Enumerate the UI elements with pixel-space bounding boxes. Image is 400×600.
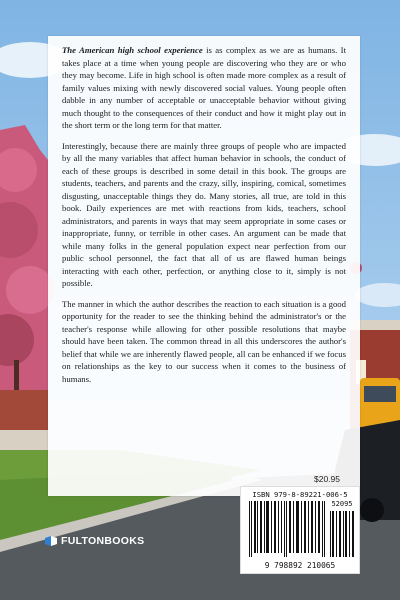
- isbn-label: ISBN 979-8-89221-006-5: [252, 490, 348, 499]
- barcode-addon-code: 52095: [331, 500, 353, 508]
- publisher-logo: [44, 534, 144, 548]
- blurb-paragraph-1: [62, 44, 346, 132]
- blurb-paragraph-3: The manner in which the author describes the reaction to each situation is a good opportunity for the reader to see the thinking behind the administrator's or the teacher's response while allowing for other possible resolutions that maybe should have been taken. The common thread in all this underscores the author's belief that while we are inherently flawed people, all can be enhanced if we focus on relationships as the key to our success when it comes to the business of humans.: [62, 298, 346, 384]
- blurb-lead-phrase: The American high school experience: [62, 45, 203, 55]
- blurb-paragraph-2: Interestingly, because there are mainly three groups of people who are impacted by all the many variables that affect human behavior in schools, the conduct of each of these groups is described in some detail in this book. The groups are students, teachers, and parents and the crazy, silly, inspiring, comical, sometimes disgusting, unacceptable things they do. Many stories, all true, are told in this book. Daily experiences are met with reactions from kids, teachers, school administrators, and parents in ways that may seem appropriate in some cases or inappropriate, funny, or terrible in other cases. An argument can be made that while many folks in the general population expect near perfection from our public school personnel, the fact that all of us are flawed human beings interacting with each other, perfection, or anything close to it, simply is not possible.: [62, 140, 346, 288]
- barcode-digits: 9 798892 210065: [264, 561, 336, 570]
- isbn-barcode: [240, 486, 360, 574]
- publisher-book-icon: [44, 535, 58, 547]
- barcode-bars: [247, 501, 327, 557]
- back-cover-blurb: [62, 44, 346, 393]
- publisher-name: FULTONBOOKS: [61, 535, 145, 547]
- price-label: $20.95: [314, 474, 340, 484]
- blurb-paragraph-1-text: is as complex as we are as humans. It takes place at a time when young people are discovering who they are or who they may become. Life in high school is often made more complex as a result of family values mixing with newly discovered social values. Young people often dabble in any number of acceptable or unacceptable behavior without giving much thought to the consequences of their conduct and how it might play out in the short term or the long term for that matter.: [62, 45, 346, 130]
- addon-barcode-bars: [329, 511, 355, 557]
